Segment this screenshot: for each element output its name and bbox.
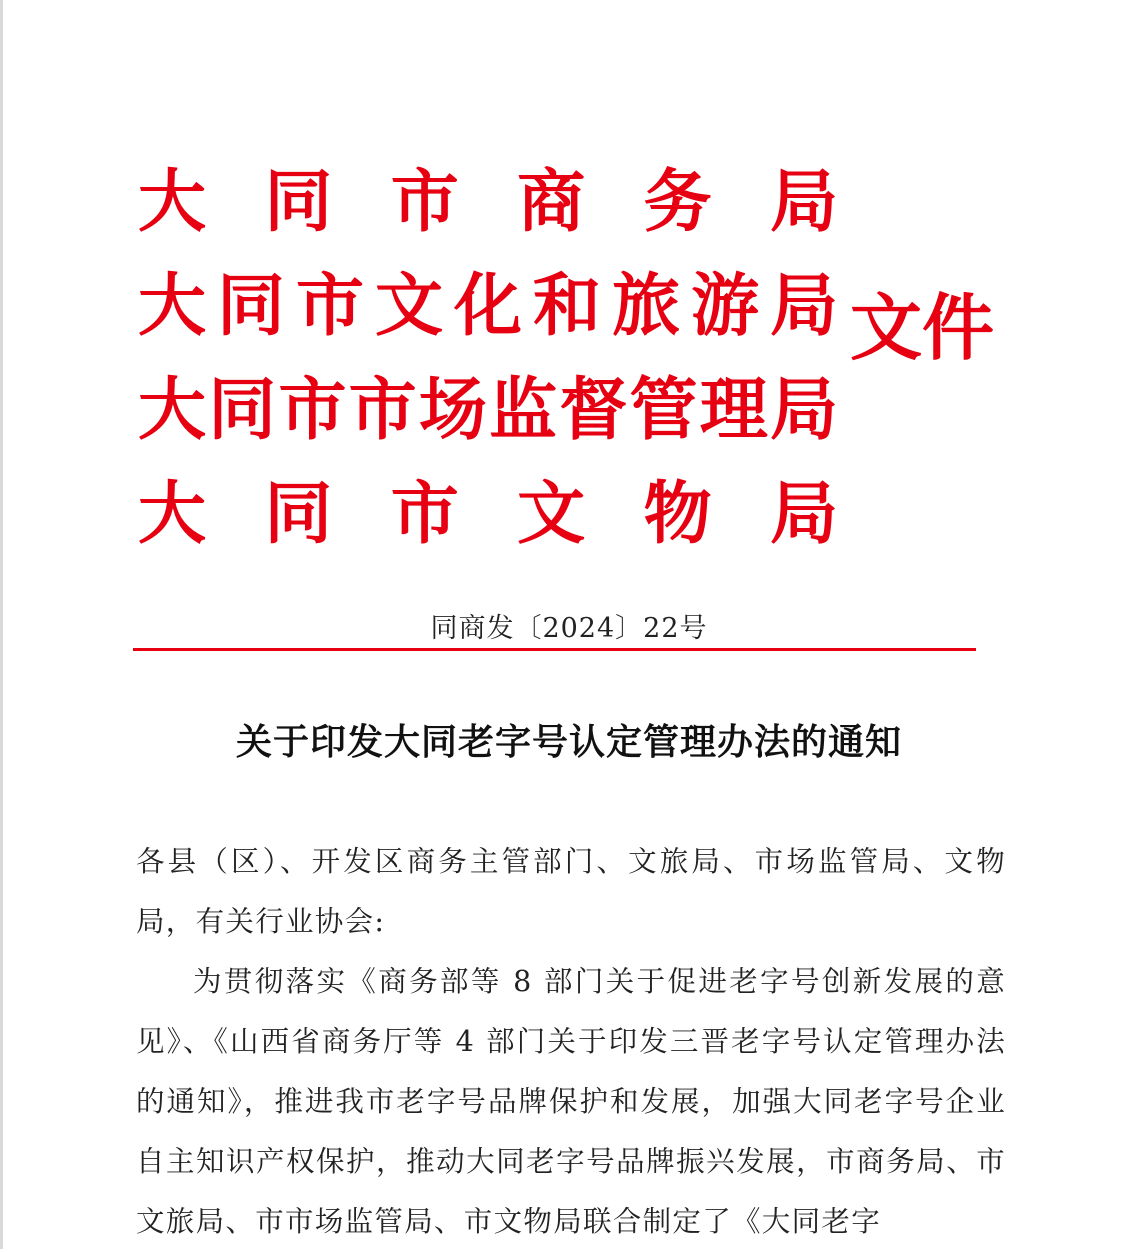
agency-character: 大	[138, 370, 207, 450]
agency-character: 局	[770, 266, 839, 346]
document-number: 同商发〔2024〕22号	[430, 613, 708, 644]
red-divider-line	[133, 648, 976, 651]
agency-character: 局	[769, 370, 838, 450]
agency-cultural-relics-bureau	[138, 462, 838, 566]
agency-character: 市	[390, 474, 459, 554]
agency-character: 同	[208, 370, 277, 450]
agency-character: 旅	[612, 266, 681, 346]
agency-character: 局	[769, 162, 838, 242]
agency-character: 文	[517, 474, 586, 554]
agency-character: 市	[348, 370, 417, 450]
agency-market-supervision-bureau	[138, 358, 838, 462]
agency-character: 化	[454, 266, 523, 346]
agency-character: 同	[264, 474, 333, 554]
agency-character: 大	[138, 162, 207, 242]
notice-title: 关于印发大同老字号认定管理办法的通知	[235, 721, 902, 763]
agency-character: 督	[559, 370, 628, 450]
notice-body	[136, 832, 1006, 1252]
agency-character: 监	[489, 370, 558, 450]
agency-character: 和	[533, 266, 602, 346]
agency-character: 市	[278, 370, 347, 450]
agency-character: 局	[769, 474, 838, 554]
agency-character: 大	[138, 266, 207, 346]
agency-character: 务	[643, 162, 712, 242]
body-paragraph: 为贯彻落实《商务部等 8 部门关于促进老字号创新发展的意见》、《山西省商务厅等 4 部门关于印发三晋老字号认定管理办法的通知》，推进我市老字号品牌保护和发展，加强大同老字号企业自主知识产权保护，推动大同老字号品牌振兴发展，市商务局、市文旅局、市市场监管局、市文物局联合制定了《大同老字	[136, 965, 1006, 1238]
agency-character: 市	[390, 162, 459, 242]
issuing-agencies	[138, 150, 838, 566]
agency-character: 理	[699, 370, 768, 450]
agency-character: 商	[517, 162, 586, 242]
document-label: 文件	[850, 285, 995, 370]
agency-character: 物	[643, 474, 712, 554]
agency-character: 同	[217, 266, 286, 346]
agency-commerce-bureau	[138, 150, 838, 254]
agency-character: 场	[418, 370, 487, 450]
agency-character: 管	[629, 370, 698, 450]
agency-character: 同	[264, 162, 333, 242]
agency-character: 市	[296, 266, 365, 346]
salutation: 各县（区）、开发区商务主管部门、文旅局、市场监管局、文物局，有关行业协会:	[136, 845, 1006, 938]
agency-character: 文	[375, 266, 444, 346]
agency-culture-tourism-bureau	[138, 254, 838, 358]
agency-character: 大	[138, 474, 207, 554]
agency-character: 游	[691, 266, 760, 346]
